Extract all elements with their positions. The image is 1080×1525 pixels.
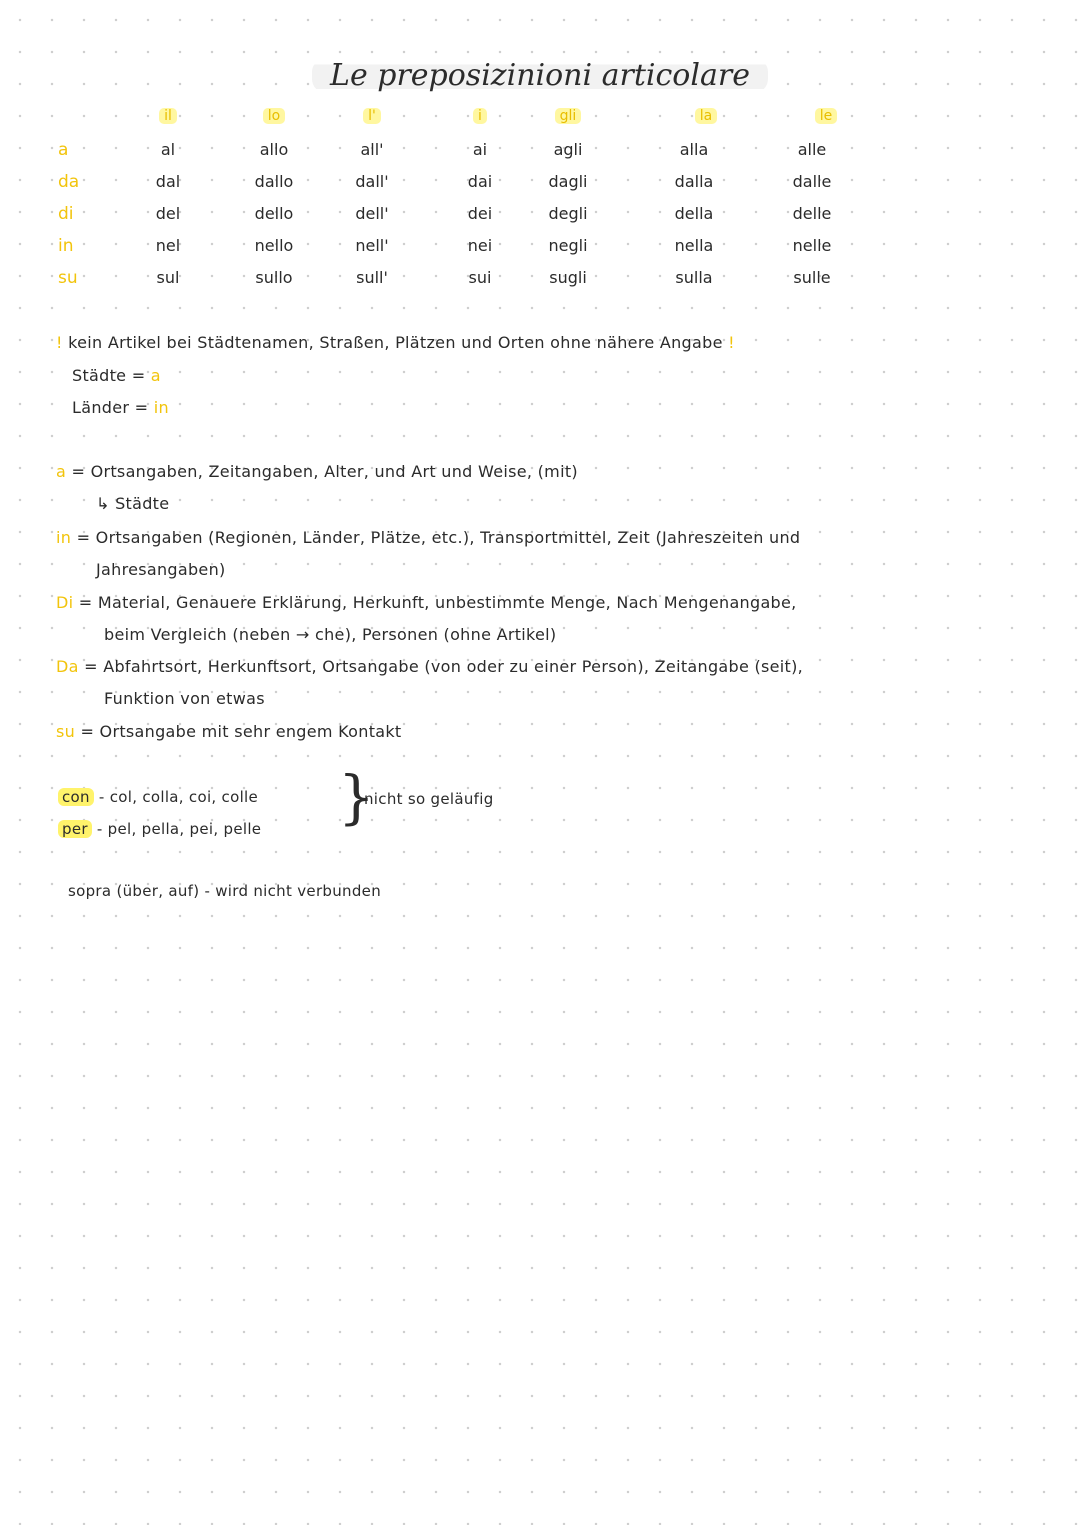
form-cell: dagli <box>548 172 588 191</box>
title-text: Le preposizinioni articolare <box>312 58 768 93</box>
form-cell: dei <box>467 204 493 223</box>
cities-rule: Städte = a <box>72 366 161 385</box>
form-cell: dell' <box>355 204 389 223</box>
form-cell: dal <box>155 172 181 191</box>
preposition-da: da <box>58 172 80 192</box>
form-cell: sui <box>468 268 492 287</box>
curly-brace-icon: } <box>338 763 375 831</box>
exclamation-mark: ! <box>56 333 63 352</box>
form-cell: alla <box>679 140 709 159</box>
preposition-su: su <box>58 268 78 288</box>
form-cell: dalle <box>792 172 832 191</box>
form-cell: nello <box>254 236 294 255</box>
page-title <box>0 58 1080 93</box>
form-cell: degli <box>548 204 588 223</box>
use-su: su = Ortsangabe mit sehr engem Kontakt <box>56 722 402 741</box>
form-cell: dello <box>254 204 294 223</box>
use-a: a = Ortsangaben, Zeitangaben, Alter, und Art und Weise, (mit) <box>56 462 578 481</box>
article-header-le: le <box>796 108 856 124</box>
use-a-sub: ↳ Städte <box>96 494 170 513</box>
form-cell: ai <box>472 140 488 159</box>
preposition-a: a <box>58 140 69 160</box>
form-cell: nei <box>467 236 493 255</box>
form-cell: all' <box>360 140 384 159</box>
countries-rule: Länder = in <box>72 398 169 417</box>
article-header-gli: gli <box>538 108 598 124</box>
article-header-la: la <box>676 108 736 124</box>
form-cell: sullo <box>255 268 293 287</box>
uncommon-label: nicht so geläufig <box>364 790 494 808</box>
form-cell: agli <box>553 140 583 159</box>
form-cell: al <box>160 140 176 159</box>
form-cell: sulle <box>793 268 831 287</box>
form-cell: sugli <box>549 268 587 287</box>
form-cell: nella <box>674 236 714 255</box>
form-cell: allo <box>259 140 289 159</box>
article-header-i: i <box>450 108 510 124</box>
form-cell: dalla <box>674 172 714 191</box>
use-in: in = Ortsangaben (Regionen, Länder, Plätze, etc.), Transportmittel, Zeit (Jahreszeiten und <box>56 528 801 547</box>
per-forms: per - pel, pella, pei, pelle <box>58 820 261 838</box>
use-da: Da = Abfahrtsort, Herkunftsort, Ortsangabe (von oder zu einer Person), Zeitangabe (seit), <box>56 657 804 676</box>
form-cell: nell' <box>355 236 389 255</box>
form-cell: dallo <box>254 172 294 191</box>
form-cell: sulla <box>675 268 713 287</box>
form-cell: della <box>674 204 714 223</box>
article-header-l: l' <box>342 108 402 124</box>
use-di-sub: beim Vergleich (neben → che), Personen (ohne Artikel) <box>104 625 557 644</box>
article-note <box>56 333 735 352</box>
form-cell: nelle <box>792 236 832 255</box>
form-cell: sul <box>156 268 180 287</box>
use-di: Di = Material, Genauere Erklärung, Herkunft, unbestimmte Menge, Nach Mengenangabe, <box>56 593 797 612</box>
form-cell: negli <box>548 236 588 255</box>
use-da-sub: Funktion von etwas <box>104 689 265 708</box>
use-in-sub: Jahresangaben) <box>96 560 226 579</box>
preposition-in: in <box>58 236 74 256</box>
form-cell: nel <box>155 236 181 255</box>
form-cell: delle <box>792 204 832 223</box>
article-header-il: il <box>138 108 198 124</box>
form-cell: sull' <box>356 268 388 287</box>
form-cell: dai <box>467 172 493 191</box>
article-header-lo: lo <box>244 108 304 124</box>
con-forms: con - col, colla, coi, colle <box>58 788 258 806</box>
note-text: kein Artikel bei Städtenamen, Straßen, Plätzen und Orten ohne nähere Angabe <box>68 333 723 352</box>
exclamation-mark-end: ! <box>728 333 735 352</box>
form-cell: alle <box>797 140 827 159</box>
sopra-note: sopra (über, auf) - wird nicht verbunden <box>68 882 382 900</box>
form-cell: dall' <box>355 172 389 191</box>
form-cell: del <box>155 204 181 223</box>
preposition-di: di <box>58 204 74 224</box>
